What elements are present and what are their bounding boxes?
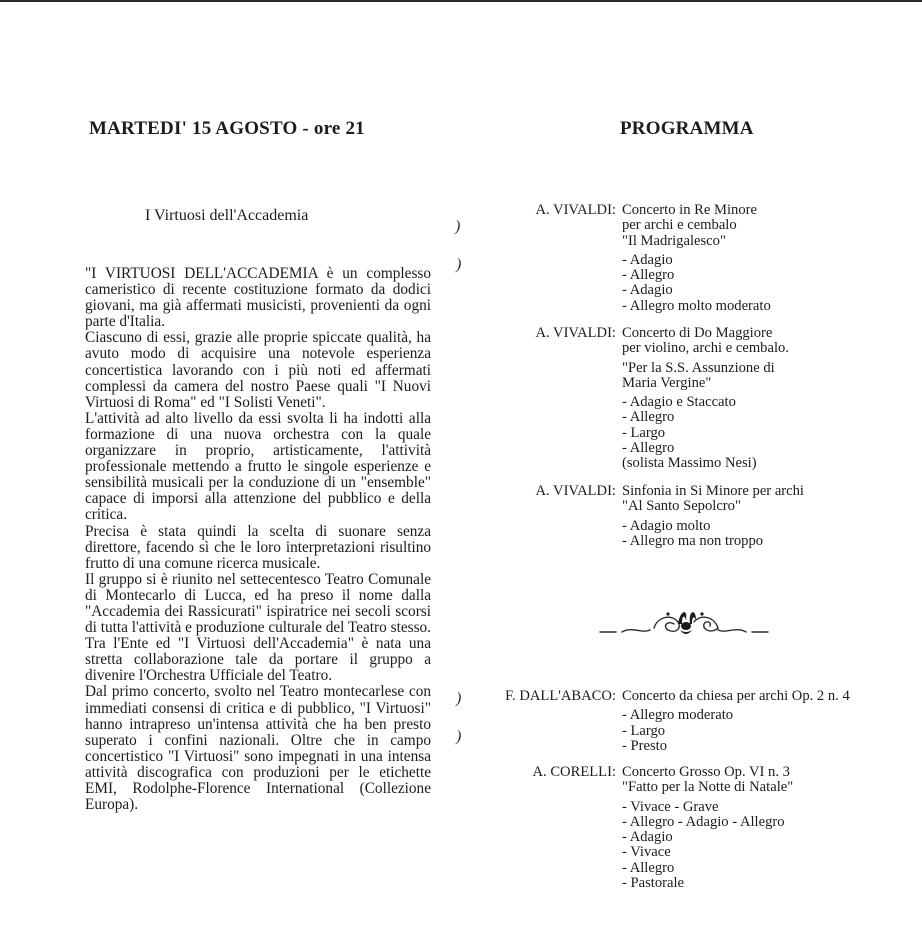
work-title: Concerto di Do Maggiore	[622, 325, 773, 341]
work-title: Concerto Grosso Op. VI n. 3	[622, 764, 790, 780]
work-title: per violino, archi e cembalo.	[622, 340, 789, 357]
movement: - Allegro	[622, 859, 675, 876]
binding-mark: )	[456, 256, 462, 273]
work-title: "Fatto per la Notte di Natale"	[622, 779, 794, 796]
composer-name: A. CORELLI:	[532, 764, 616, 780]
movement: - Vivace - Grave	[622, 798, 719, 815]
movement: - Adagio e Staccato	[622, 394, 736, 411]
movement-list	[622, 395, 906, 471]
movement: - Largo	[622, 424, 666, 441]
ornament-divider-icon	[598, 602, 770, 642]
movement: - Allegro moderato	[622, 707, 734, 724]
composer-name: A. VIVALDI:	[535, 325, 616, 341]
work-title: "Il Madrigalesco"	[622, 232, 726, 249]
work-title: Maria Vergine"	[622, 374, 712, 391]
movement: - Adagio	[622, 829, 673, 846]
program-heading: PROGRAMMA	[620, 118, 754, 139]
movement-list	[622, 708, 906, 754]
work-title: "Per la S.S. Assunzione di	[622, 359, 775, 376]
paragraph: L'attività ad alto livello da essi svolta li ha indotti alla formazione di una nuova orchestra con la quale organizzare in proprio, artisticamente, l'attività professionale mettendo a frutto le singole esperienze e sensibilità musicali per la conduzione di un "ensemble" capace di imporsi alla attenzione del pubblico e della critica.	[85, 409, 431, 524]
movement-list	[622, 800, 906, 892]
paragraph: Ciascuno di essi, grazie alle proprie spiccate qualità, ha avuto modo di acquisire una notevole esperienza concertistica lavorando con i più noti ed affermati complessi da camera del nostro Paese quali "I Nuovi Virtuosi di Roma" ed "I Solisti Veneti".	[85, 329, 431, 411]
paragraph: "I VIRTUOSI DELL'ACCADEMIA è un complesso cameristico di recente costituzione formato da dodici giovani, ma già affermati musicisti, provenienti da ogni parte d'Italia.	[85, 265, 431, 331]
composer-name: A. VIVALDI:	[535, 202, 616, 218]
top-border	[0, 0, 922, 2]
paragraph: Il gruppo si è riunito nel settecentesco Teatro Comunale di Montecarlo di Lucca, ed ha preso il nome dalla "Accademia dei Rassicurati" ispiratrice nei secoli scorsi di tutta l'attività e produzione culturale del Teatro stesso. Tra l'Ente ed "I Virtuosi dell'Accademia" è nata una stretta collaborazione tale da portare il gruppo a divenire l'Orchestra Ufficiale del Teatro.	[85, 570, 431, 685]
soloist-note: (solista Massimo Nesi)	[622, 455, 757, 472]
work-details	[622, 326, 906, 472]
movement: - Allegro - Adagio - Allegro	[622, 813, 785, 830]
movement: - Presto	[622, 737, 667, 754]
paragraph: Dal primo concerto, svolto nel Teatro montecarlese con immediati consensi di critica e di pubblico, "I Virtuosi" hanno intrapreso un'intensa attività che ha ben presto superato i confini nazionali. Oltre che in campo concertistico "I Virtuosi" sono impegnati in una intensa attività discografica con produzioni per le etichette EMI, Rodolphe-Florence International (Collezione Europa).	[85, 683, 431, 814]
movement: - Allegro ma non troppo	[622, 532, 764, 549]
composer-name: F. DALL'ABACO:	[505, 688, 616, 704]
movement: - Allegro molto moderato	[622, 297, 771, 314]
binding-mark: )	[455, 218, 461, 235]
work-details	[622, 484, 906, 549]
work-details	[622, 765, 906, 891]
movement-list	[622, 519, 906, 550]
movement: - Adagio molto	[622, 517, 711, 534]
movement: - Allegro	[622, 409, 675, 426]
binding-mark: )	[456, 690, 462, 707]
work-title: per archi e cembalo	[622, 217, 737, 234]
program-entry	[486, 689, 906, 754]
movement-list	[622, 253, 906, 314]
movement: - Adagio	[622, 251, 673, 268]
work-title: Concerto in Re Minore	[622, 202, 757, 218]
binding-mark: )	[456, 728, 462, 745]
work-title: "Al Santo Sepolcro"	[622, 498, 741, 515]
movement: - Allegro	[622, 267, 675, 284]
composer-name: A. VIVALDI:	[535, 483, 616, 499]
program-entry	[486, 326, 906, 472]
movement: - Pastorale	[622, 875, 685, 892]
program-entry	[486, 765, 906, 891]
work-details	[622, 203, 906, 314]
paragraph: Precisa è stata quindi la scelta di suonare senza direttore, facendo sì che le loro interpretazioni risultino frutto di una comune ricerca musicale.	[85, 522, 431, 572]
movement: - Allegro	[622, 440, 675, 457]
work-title: Concerto da chiesa per archi Op. 2 n. 4	[622, 688, 850, 704]
movement: - Largo	[622, 722, 666, 739]
work-title: Sinfonia in Si Minore per archi	[622, 483, 804, 499]
concert-date-heading: MARTEDI' 15 AGOSTO - ore 21	[89, 118, 365, 139]
ensemble-description	[85, 266, 431, 813]
movement: - Adagio	[622, 282, 673, 299]
movement: - Vivace	[622, 844, 671, 861]
program-entry	[486, 484, 906, 549]
program-entry	[486, 203, 906, 314]
work-details	[622, 689, 906, 754]
ensemble-title: I Virtuosi dell'Accademia	[145, 207, 309, 224]
